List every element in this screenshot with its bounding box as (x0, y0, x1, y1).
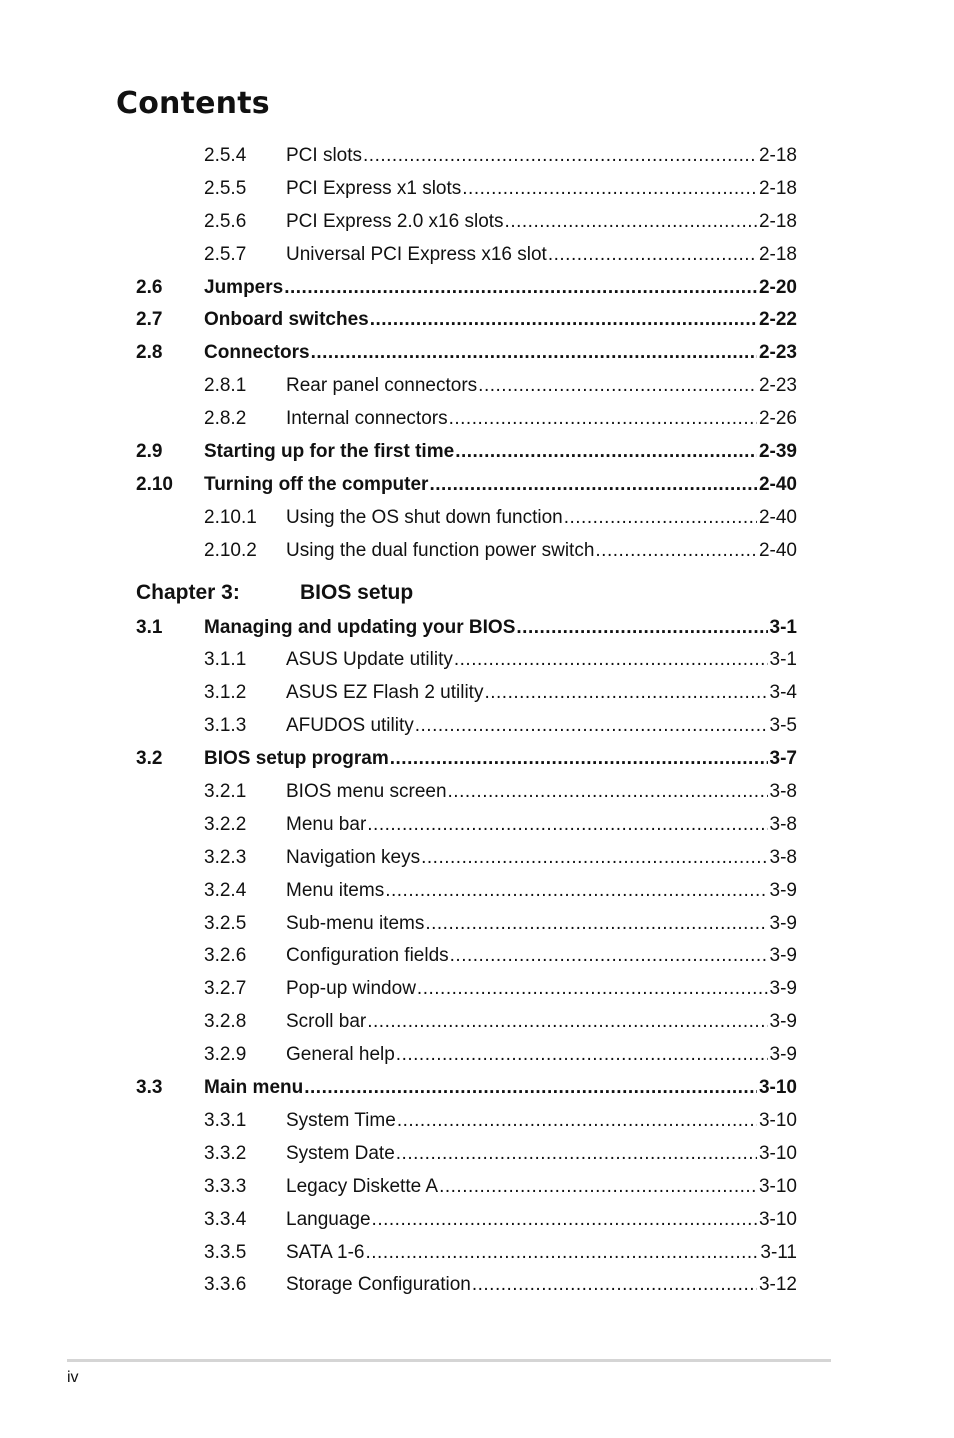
toc-entry[interactable] (0, 403, 954, 436)
toc-entry-page: 3-10 (758, 1175, 797, 1197)
toc-entry-leader-line (286, 1039, 797, 1072)
toc-entry-title: Menu items (286, 879, 385, 901)
toc-entry[interactable] (0, 1105, 954, 1138)
dot-leader (425, 908, 767, 941)
toc-entry-leader-line (204, 743, 797, 776)
toc-entry[interactable] (0, 776, 954, 809)
toc-entry-leader-line (286, 809, 797, 842)
toc-entry[interactable] (0, 370, 954, 403)
toc-entry-page: 2-39 (758, 441, 797, 463)
toc-entry[interactable] (0, 206, 954, 239)
toc-entry-page: 3-8 (769, 781, 797, 803)
toc-entry[interactable] (0, 1171, 954, 1204)
toc-entry-title: Scroll bar (286, 1011, 367, 1033)
toc-entry-title: BIOS menu screen (286, 781, 447, 803)
toc-entry-page: 2-40 (758, 539, 797, 561)
toc-entry[interactable] (0, 612, 954, 645)
toc-entry[interactable] (0, 940, 954, 973)
toc-entry[interactable] (0, 842, 954, 875)
toc-entry[interactable] (0, 1269, 954, 1302)
toc-entry-number: 3.3.3 (204, 1175, 247, 1197)
toc-entry-title: Navigation keys (286, 846, 421, 868)
toc-entry-title: Menu bar (286, 813, 367, 835)
dot-leader (415, 710, 768, 743)
toc-entry-number: 3.2.4 (204, 879, 247, 901)
toc-entry-leader-line (286, 206, 797, 239)
toc-entries-chapter-2 (0, 140, 954, 568)
toc-entry-number: 2.8.1 (204, 375, 247, 397)
toc-entry-title: Connectors (204, 342, 310, 364)
toc-entry-number: 3.1.3 (204, 715, 247, 737)
toc-entry-page: 3-12 (758, 1274, 797, 1296)
toc-entry-page: 3-11 (760, 1241, 797, 1263)
toc-entry-number: 2.7 (136, 309, 163, 331)
toc-entry-leader-line (286, 403, 797, 436)
dot-leader (449, 403, 757, 436)
dot-leader (385, 875, 767, 908)
toc-entry[interactable] (0, 436, 954, 469)
dot-leader (311, 337, 757, 370)
toc-entry[interactable] (0, 173, 954, 206)
dot-leader (417, 973, 768, 1006)
toc-entry[interactable] (0, 502, 954, 535)
toc-entry-number: 3.1 (136, 616, 163, 638)
toc-entry-leader-line (286, 173, 797, 206)
toc-entry-title: ASUS EZ Flash 2 utility (286, 682, 484, 704)
toc-entry[interactable] (0, 1006, 954, 1039)
dot-leader (390, 743, 768, 776)
toc-entry-leader-line (204, 1072, 797, 1105)
toc-entry-page: 2-18 (758, 177, 797, 199)
toc-entry[interactable] (0, 908, 954, 941)
toc-entry-page: 3-7 (769, 748, 797, 770)
dot-leader (396, 1138, 757, 1171)
toc-entry-page: 2-18 (758, 145, 797, 166)
toc-entry-number: 2.5.5 (204, 177, 247, 199)
toc-entry-leader-line (204, 469, 797, 502)
toc-entry-title: Jumpers (204, 276, 284, 298)
dot-leader (450, 940, 768, 973)
chapter-title: BIOS setup (300, 580, 414, 604)
toc-entry[interactable] (0, 469, 954, 502)
toc-entry-title: PCI Express 2.0 x16 slots (286, 210, 504, 232)
toc-entry[interactable] (0, 677, 954, 710)
toc-entries-chapter-3 (0, 612, 954, 1303)
toc-entry-page: 3-9 (769, 912, 797, 934)
dot-leader (372, 1204, 757, 1237)
toc-entry-title: Sub-menu items (286, 912, 425, 934)
toc-entry-number: 3.2.3 (204, 846, 247, 868)
toc-entry-page: 3-9 (769, 879, 797, 901)
toc-entry-leader-line (286, 1237, 797, 1270)
toc-entry-number: 2.5.7 (204, 243, 247, 265)
toc-entry[interactable] (0, 140, 954, 173)
toc-entry-number: 3.2.6 (204, 945, 247, 967)
toc-entry-leader-line (286, 776, 797, 809)
toc-entry-page: 2-23 (758, 342, 797, 364)
page-number: iv (67, 1369, 79, 1386)
toc-entry-number: 3.3.1 (204, 1109, 247, 1131)
toc-entry-title: Rear panel connectors (286, 375, 478, 397)
dot-leader (397, 1105, 757, 1138)
toc-entry-number: 3.3.5 (204, 1241, 247, 1263)
toc-entry-page: 3-4 (769, 682, 797, 704)
toc-entry-number: 2.10.1 (204, 506, 257, 528)
toc-entry-title: Using the OS shut down function (286, 506, 563, 528)
toc-entry-page: 3-9 (769, 978, 797, 1000)
toc-entry-leader-line (286, 239, 797, 272)
toc-entry-page: 2-40 (758, 506, 797, 528)
toc-entry-leader-line (286, 908, 797, 941)
dot-leader (472, 1269, 757, 1302)
dot-leader (505, 206, 757, 239)
toc-entry-title: AFUDOS utility (286, 715, 414, 737)
toc-entry[interactable] (0, 1138, 954, 1171)
toc-entry-page: 2-23 (758, 375, 797, 397)
toc-entry[interactable] (0, 875, 954, 908)
toc-entry[interactable] (0, 239, 954, 272)
toc-entry-number: 3.2.7 (204, 978, 247, 1000)
toc-entry-leader-line (286, 1138, 797, 1171)
toc-entry-page: 3-8 (769, 846, 797, 868)
toc-entry-leader-line (286, 1204, 797, 1237)
dot-leader (595, 535, 757, 568)
toc-entry-page: 2-26 (758, 408, 797, 430)
table-of-contents (0, 140, 954, 1302)
toc-entry-title: System Time (286, 1109, 396, 1131)
dot-leader (363, 140, 757, 173)
toc-entry-page: 3-9 (769, 945, 797, 967)
toc-entry-leader-line (286, 973, 797, 1006)
dot-leader (366, 1237, 759, 1270)
dot-leader (370, 304, 757, 337)
toc-entry-page: 3-10 (758, 1109, 797, 1131)
toc-entry-title: Onboard switches (204, 309, 369, 331)
toc-entry-number: 2.10 (136, 473, 173, 495)
toc-entry-page: 3-9 (769, 1044, 797, 1066)
toc-entry-number: 2.8 (136, 342, 163, 364)
toc-entry-title: PCI slots (286, 145, 363, 166)
toc-entry-title: Configuration fields (286, 945, 449, 967)
toc-entry-title: Pop-up window (286, 978, 416, 1000)
dot-leader (478, 370, 757, 403)
toc-entry-page: 3-5 (769, 715, 797, 737)
toc-entry-title: Main menu (204, 1077, 304, 1099)
toc-entry-number: 2.6 (136, 276, 163, 298)
toc-entry[interactable] (0, 743, 954, 776)
toc-entry-page: 3-10 (758, 1077, 797, 1099)
toc-entry-leader-line (204, 337, 797, 370)
toc-entry-page: 2-18 (758, 243, 797, 265)
toc-entry-title: Managing and updating your BIOS (204, 616, 516, 638)
dot-leader (396, 1039, 768, 1072)
toc-entry-number: 2.8.2 (204, 408, 247, 430)
toc-entry-page: 2-18 (758, 210, 797, 232)
dot-leader (429, 469, 757, 502)
footer-divider (67, 1359, 831, 1362)
toc-entry-page: 2-22 (758, 309, 797, 331)
chapter-label: Chapter 3: (136, 580, 240, 604)
toc-entry-number: 3.2.2 (204, 813, 247, 835)
toc-entry-title: Language (286, 1208, 371, 1230)
toc-entry[interactable] (0, 337, 954, 370)
toc-entry-title: Using the dual function power switch (286, 539, 595, 561)
toc-entry-page: 2-20 (758, 276, 797, 298)
toc-entry-number: 3.3.4 (204, 1208, 247, 1230)
toc-entry-number: 3.3 (136, 1077, 163, 1099)
dot-leader (484, 677, 767, 710)
toc-entry[interactable] (0, 1072, 954, 1105)
toc-entry-leader-line (286, 502, 797, 535)
toc-entry-number: 3.2.9 (204, 1044, 247, 1066)
toc-entry-number: 3.1.1 (204, 649, 247, 671)
dot-leader (455, 436, 757, 469)
dot-leader (516, 612, 767, 645)
toc-entry-number: 2.5.4 (204, 145, 247, 166)
toc-entry-title: SATA 1-6 (286, 1241, 365, 1263)
toc-entry-leader-line (204, 612, 797, 645)
dot-leader (367, 809, 767, 842)
toc-entry-number: 2.5.6 (204, 210, 247, 232)
toc-entry-title: General help (286, 1044, 395, 1066)
dot-leader (284, 272, 757, 305)
toc-entry[interactable] (0, 973, 954, 1006)
toc-entry-leader-line (204, 304, 797, 337)
toc-entry-number: 3.1.2 (204, 682, 247, 704)
toc-entry-leader-line (204, 272, 797, 305)
toc-entry-page: 3-1 (769, 649, 797, 671)
dot-leader (367, 1006, 767, 1039)
dot-leader (454, 644, 768, 677)
toc-entry-leader-line (286, 875, 797, 908)
toc-entry-title: BIOS setup program (204, 748, 389, 770)
toc-entry-number: 3.3.6 (204, 1274, 247, 1296)
toc-entry[interactable] (0, 710, 954, 743)
toc-entry-page: 3-1 (769, 616, 797, 638)
toc-entry-title: Turning off the computer (204, 473, 429, 495)
toc-entry-page: 3-9 (769, 1011, 797, 1033)
toc-entry-number: 2.9 (136, 441, 163, 463)
toc-entry-number: 3.2.8 (204, 1011, 247, 1033)
toc-entry-number: 3.3.2 (204, 1142, 247, 1164)
toc-entry-number: 3.2.1 (204, 781, 247, 803)
toc-entry[interactable] (0, 1237, 954, 1270)
toc-entry-leader-line (286, 1006, 797, 1039)
dot-leader (304, 1072, 757, 1105)
toc-entry[interactable] (0, 272, 954, 305)
toc-entry-leader-line (286, 1105, 797, 1138)
dot-leader (564, 502, 757, 535)
toc-entry-leader-line (286, 940, 797, 973)
toc-entry-leader-line (286, 1171, 797, 1204)
toc-entry-number: 2.10.2 (204, 539, 257, 561)
toc-entry-page: 3-10 (758, 1208, 797, 1230)
dot-leader (439, 1171, 757, 1204)
toc-entry-title: PCI Express x1 slots (286, 177, 462, 199)
toc-entry-title: System Date (286, 1142, 395, 1164)
toc-entry-number: 3.2.5 (204, 912, 247, 934)
toc-entry-title: Internal connectors (286, 408, 448, 430)
toc-entry-page: 3-10 (758, 1142, 797, 1164)
toc-entry-title: Legacy Diskette A (286, 1175, 439, 1197)
toc-entry[interactable] (0, 1204, 954, 1237)
toc-entry-page: 2-40 (758, 473, 797, 495)
toc-entry-leader-line (286, 370, 797, 403)
toc-entry[interactable] (0, 809, 954, 842)
toc-entry-leader-line (204, 436, 797, 469)
page-title: Contents (116, 86, 270, 121)
dot-leader (448, 776, 768, 809)
dot-leader (421, 842, 767, 875)
toc-entry-title: Storage Configuration (286, 1274, 471, 1296)
chapter-heading (0, 576, 954, 612)
toc-entry-title: Universal PCI Express x16 slot (286, 243, 547, 265)
toc-entry[interactable] (0, 1039, 954, 1072)
toc-entry-page: 3-8 (769, 813, 797, 835)
dot-leader (462, 173, 757, 206)
toc-entry-leader-line (286, 677, 797, 710)
dot-leader (548, 239, 757, 272)
toc-entry-leader-line (286, 842, 797, 875)
toc-entry-number: 3.2 (136, 748, 163, 770)
toc-entry[interactable] (0, 644, 954, 677)
toc-entry-title: Starting up for the first time (204, 441, 455, 463)
toc-entry-title: ASUS Update utility (286, 649, 453, 671)
toc-entry-leader-line (286, 644, 797, 677)
toc-entry-leader-line (286, 1269, 797, 1302)
toc-entry[interactable] (0, 535, 954, 568)
toc-entry-leader-line (286, 140, 797, 173)
toc-entry[interactable] (0, 304, 954, 337)
toc-entry-leader-line (286, 710, 797, 743)
toc-entry-leader-line (286, 535, 797, 568)
